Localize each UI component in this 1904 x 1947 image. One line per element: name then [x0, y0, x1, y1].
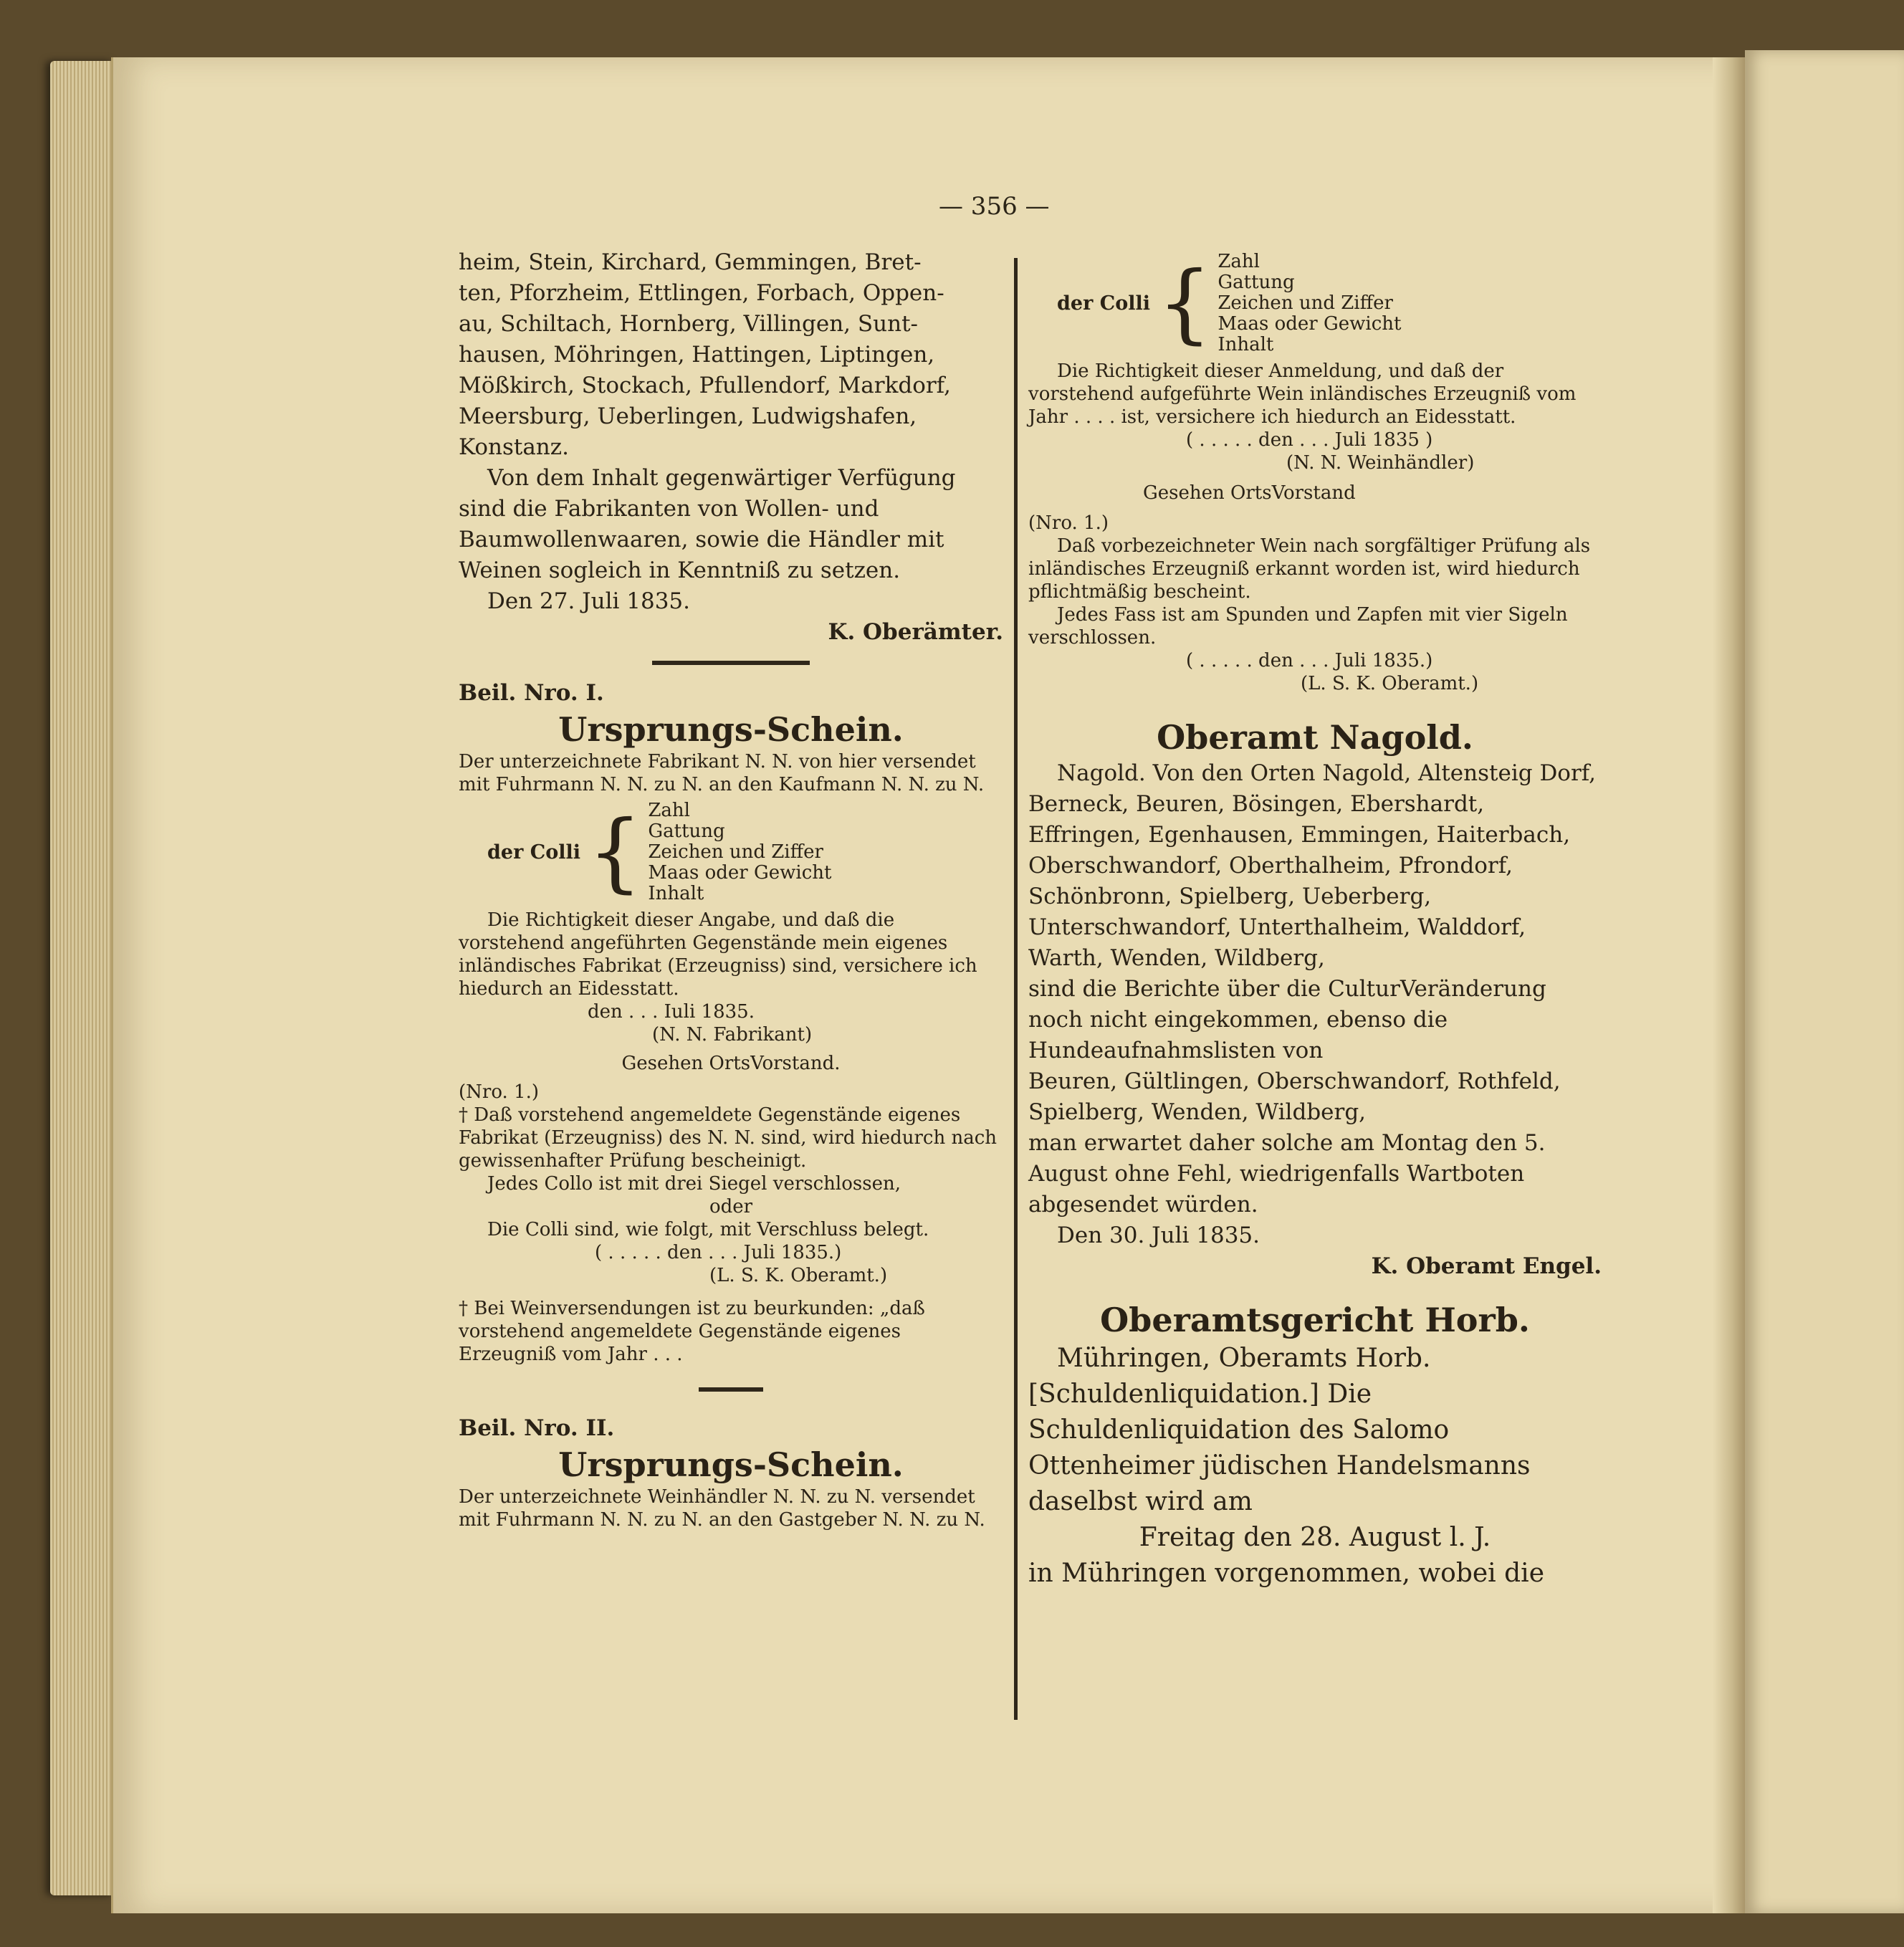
horb-title: Oberamtsgericht Horb.: [1100, 1301, 1530, 1339]
beil1-note1: † Daß vorstehend angemeldete Gegenstände eigenes Fabrikat (Erzeugniss) des N. N. sind, wird hiedurch nach gewissenhafter Prüfung bescheinigt.: [459, 1104, 998, 1172]
beil2-affirmation: Die Richtigkeit dieser Anmeldung, und daß der vorstehend aufgeführte Wein inländisches Erzeugniß vom Jahr . . . . ist, versichere ich hiedurch an Eidesstatt.: [1028, 360, 1577, 428]
beil2-date2: ( . . . . . den . . . Juli 1835.): [1186, 650, 1433, 671]
beil1-oder: oder: [709, 1196, 753, 1218]
beil2-intro: Der unterzeichnete Weinhändler N. N. zu N. versendet mit Fuhrmann N. N. zu N. an den Gastgeber N. N. zu N.: [459, 1486, 985, 1531]
beil1-intro: Der unterzeichnete Fabrikant N. N. von hier versendet mit Fuhrmann N. N. zu N. an den Kaufmann N. N. zu N.: [459, 751, 985, 795]
text-line: Meersburg, Ueberlingen, Ludwigshafen,: [459, 403, 917, 429]
section-separator: [699, 1387, 763, 1392]
colli-item: Inhalt: [1217, 334, 1274, 355]
horb-date-line: Freitag den 28. August l. J.: [1139, 1523, 1491, 1552]
beil2-seal-note: Jedes Fass ist am Spunden und Zapfen mit vier Sigeln verschlossen.: [1028, 604, 1568, 649]
beil1-colli-block: [459, 800, 1003, 904]
horb-paragraph-end: in Mühringen vorgenommen, wobei die: [1028, 1559, 1544, 1588]
colli-label: der Colli: [487, 841, 580, 864]
nagold-paragraph-4: man erwartet daher solche am Montag den 5. August ohne Fehl, wiedrigenfalls Wartboten abgesendet würden.: [1028, 1130, 1546, 1218]
notice-date: Den 27. Juli 1835.: [487, 588, 690, 614]
colli-item: Zahl: [648, 800, 690, 821]
right-column: [1028, 247, 1602, 1592]
text-line: Konstanz.: [459, 434, 569, 460]
nagold-signature: K. Oberamt Engel.: [1371, 1253, 1602, 1279]
page-stack-edge: [50, 61, 115, 1895]
beil2-heading: Beil. Nro. II.: [459, 1415, 615, 1441]
nagold-title: Oberamt Nagold.: [1157, 718, 1473, 757]
notice-signature: K. Oberämter.: [828, 619, 1003, 645]
left-column: [459, 247, 1003, 1531]
beil1-note2: Jedes Collo ist mit drei Siegel verschlossen,: [487, 1173, 901, 1195]
brace-icon: {: [1157, 253, 1212, 353]
beil1-title: Ursprungs-Schein.: [558, 710, 904, 749]
colli-items: [648, 800, 831, 904]
text-line: hausen, Möhringen, Hattingen, Liptingen,: [459, 342, 935, 368]
beil1-date2: ( . . . . . den . . . Juli 1835.): [595, 1242, 842, 1263]
text-line: Mößkirch, Stockach, Pfullendorf, Markdorf,: [459, 373, 951, 398]
opening-place-list: [459, 247, 1003, 463]
beil2-nro: (Nro. 1.): [1028, 512, 1109, 534]
colli-item: Maas oder Gewicht: [648, 862, 832, 884]
beil2-colli-block: [1028, 252, 1602, 355]
facing-page-edge: [1745, 50, 1904, 1913]
notice-paragraph: Von dem Inhalt gegenwärtiger Verfügung sind die Fabrikanten von Wollen- und Baumwollenwaaren, sowie die Händler mit Weinen sogleich in Kenntniß zu setzen.: [459, 465, 956, 583]
colli-item: Inhalt: [648, 883, 704, 904]
text-line: ten, Pforzheim, Ettlingen, Forbach, Oppen-: [459, 280, 944, 306]
nagold-paragraph: Nagold. Von den Orten Nagold, Altensteig Dorf, Berneck, Beuren, Bösingen, Ebershardt, Effringen, Egenhausen, Emmingen, Haiterbach, Oberschwandorf, Oberthalheim, Pfrondorf, Schönbronn, Spielberg, Ueberberg, Unterschwandorf, Unterthalheim, Walddorf, Warth, Wenden, Wildberg,: [1028, 760, 1597, 971]
colli-items: [1217, 252, 1401, 355]
beil1-signature2: (L. S. K. Oberamt.): [709, 1265, 888, 1286]
beil2-date: ( . . . . . den . . . Juli 1835 ): [1186, 429, 1433, 451]
page-number: — 356 —: [939, 192, 1050, 221]
nagold-date: Den 30. Juli 1835.: [1057, 1223, 1260, 1248]
beil1-note4: † Bei Weinversendungen ist zu beurkunden: „daß vorstehend angemeldete Gegenstände eigenes Erzeugniß vom Jahr . . .: [459, 1298, 925, 1365]
colli-item: Zeichen und Ziffer: [648, 841, 823, 863]
beil1-signature: (N. N. Fabrikant): [652, 1024, 813, 1046]
colli-label: der Colli: [1057, 292, 1150, 315]
beil2-signature: (N. N. Weinhändler): [1286, 452, 1475, 474]
colli-item: Maas oder Gewicht: [1217, 313, 1402, 335]
nagold-paragraph-2: sind die Berichte über die CulturVeränderung noch nicht eingekommen, ebenso die Hundeaufnahmslisten von: [1028, 976, 1546, 1063]
beil2-title: Ursprungs-Schein.: [558, 1445, 904, 1484]
beil1-seen: Gesehen OrtsVorstand.: [621, 1053, 841, 1074]
text-line: heim, Stein, Kirchard, Gemmingen, Bret-: [459, 249, 922, 275]
section-separator: [652, 661, 810, 665]
colli-item: Zahl: [1217, 251, 1260, 272]
book-gutter: [1713, 57, 1745, 1913]
beil2-seen: Gesehen OrtsVorstand: [1143, 482, 1356, 504]
brace-icon: {: [588, 802, 643, 902]
beil2-certification: Daß vorbezeichneter Wein nach sorgfältiger Prüfung als inländisches Erzeugniß erkannt worden ist, wird hiedurch pflichtmäßig bescheint.: [1028, 535, 1591, 603]
colli-item: Gattung: [648, 821, 725, 842]
colli-item: Zeichen und Ziffer: [1217, 292, 1393, 314]
beil1-heading: Beil. Nro. I.: [459, 680, 604, 706]
column-divider: [1014, 258, 1018, 1720]
beil2-signature2: (L. S. K. Oberamt.): [1301, 673, 1479, 694]
text-line: au, Schiltach, Hornberg, Villingen, Sunt-: [459, 311, 918, 337]
beil1-affirmation: Die Richtigkeit dieser Angabe, und daß die vorstehend angeführten Gegenstände mein eigenes inländisches Fabrikat (Erzeugniss) sind, versichere ich hiedurch an Eidesstatt.: [459, 909, 977, 1000]
nagold-paragraph-3: Beuren, Gültlingen, Oberschwandorf, Rothfeld, Spielberg, Wenden, Wildberg,: [1028, 1068, 1561, 1125]
beil1-nro: (Nro. 1.): [459, 1081, 539, 1103]
beil1-date: den . . . Iuli 1835.: [588, 1001, 755, 1023]
colli-item: Gattung: [1217, 272, 1295, 293]
horb-paragraph: Mühringen, Oberamts Horb. [Schuldenliquidation.] Die Schuldenliquidation des Salomo Ottenheimer jüdischen Handelsmanns daselbst wird am: [1028, 1344, 1531, 1516]
beil1-note3: Die Colli sind, wie folgt, mit Verschluss belegt.: [487, 1219, 929, 1240]
